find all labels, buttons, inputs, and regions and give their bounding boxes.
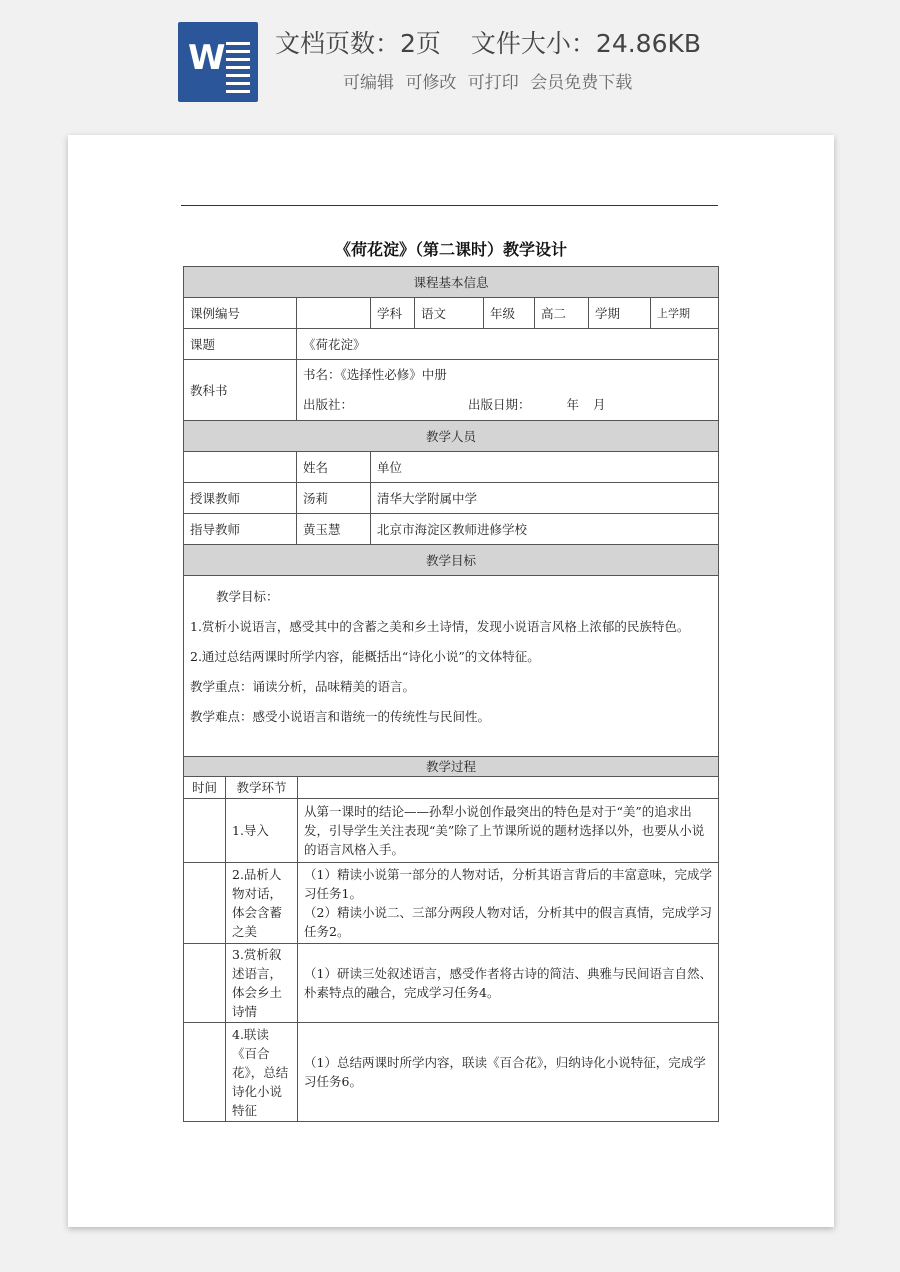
section-staff: 教学人员: [184, 421, 719, 452]
textbook-info: [297, 360, 719, 421]
file-info: [275, 24, 701, 60]
staff-unit: 北京市海淀区教师进修学校: [371, 514, 719, 545]
feature-list: 可编辑 可修改 可打印 会员免费下载: [343, 73, 633, 93]
document-page: [68, 135, 834, 1227]
col-step-header: 教学环节: [226, 777, 298, 799]
staff-role: 指导教师: [184, 514, 297, 545]
word-logo-letter: W: [188, 38, 226, 78]
time-cell: [184, 944, 226, 1023]
topic-value: 《荷花淀》: [297, 329, 719, 360]
step-label: 3.赏析叙述语言，体会乡土诗情: [226, 944, 298, 1023]
section-goals: 教学目标: [184, 545, 719, 576]
download-banner: [0, 0, 900, 120]
staff-name: 汤莉: [297, 483, 371, 514]
course-id-value: [297, 298, 371, 329]
step-content-line: （2）精读小说二、三部分两段人物对话，分析其中的假言真情，完成学习任务2。: [304, 905, 712, 939]
pub-year: 年: [566, 397, 580, 412]
section-basic-info: 课程基本信息: [184, 267, 719, 298]
pub-month: 月: [593, 397, 606, 412]
file-size: 文件大小：24.86KB: [470, 29, 702, 58]
staff-name: 黄玉慧: [297, 514, 371, 545]
subject-value: 语文: [415, 298, 484, 329]
col-content-header: [298, 777, 719, 799]
document-title: 《荷花淀》（第二课时）教学设计: [334, 240, 567, 259]
grade-value: 高二: [535, 298, 589, 329]
step-content: [298, 863, 719, 944]
subject-label: 学科: [371, 298, 415, 329]
key-point: 教学重点：诵读分析，品味精美的语言。: [190, 679, 416, 694]
step-content: 从第一课时的结论——孙犁小说创作最突出的特色是对于“美”的追求出发，引导学生关注表现“美”除了上节课所说的题材选择以外，也要从小说的语言风格入手。: [298, 799, 719, 863]
word-document-icon: [178, 22, 258, 102]
publisher-label: 出版社：: [303, 397, 354, 412]
goal-item: 1.赏析小说语言，感受其中的含蓄之美和乡土诗情，发现小说语言风格上浓郁的民族特色。: [190, 619, 690, 634]
step-content: （1）总结两课时所学内容，联读《百合花》，归纳诗化小说特征，完成学习任务6。: [298, 1023, 719, 1122]
pub-date-label: 出版日期：: [468, 397, 531, 412]
section-process: 教学过程: [184, 757, 719, 777]
step-label: 1.导入: [226, 799, 298, 863]
course-id-label: 课例编号: [184, 298, 297, 329]
page-count: 文档页数：2页: [275, 29, 441, 58]
term-label: 学期: [589, 298, 651, 329]
step-content: （1）研读三处叙述语言，感受作者将古诗的简洁、典雅与民间语言自然、朴素特点的融合，完成学习任务4。: [298, 944, 719, 1023]
header-rule: [181, 205, 718, 206]
publisher-line: [303, 390, 712, 420]
goals-block: [184, 576, 719, 757]
step-content-line: （1）精读小说第一部分的人物对话，分析其语言背后的丰富意味，完成学习任务1。: [304, 867, 712, 901]
staff-corner-cell: [184, 452, 297, 483]
goal-item: 2.通过总结两课时所学内容，能概括出“诗化小说”的文体特征。: [190, 649, 540, 664]
col-time-header: 时间: [184, 777, 226, 799]
course-info-table: [183, 266, 719, 757]
staff-name-header: 姓名: [297, 452, 371, 483]
textbook-name: 书名：《选择性必修》中册: [303, 367, 447, 382]
topic-label: 课题: [184, 329, 297, 360]
process-table: [183, 756, 719, 1122]
document-lines-icon: [226, 42, 250, 98]
staff-unit-header: 单位: [371, 452, 719, 483]
step-label: 4.联读《百合花》，总结诗化小说特征: [226, 1023, 298, 1122]
step-label: 2.品析人物对话，体会含蓄之美: [226, 863, 298, 944]
term-value: 上学期: [651, 298, 719, 329]
time-cell: [184, 799, 226, 863]
staff-role: 授课教师: [184, 483, 297, 514]
staff-unit: 清华大学附属中学: [371, 483, 719, 514]
difficulty: 教学难点：感受小说语言和谐统一的传统性与民间性。: [190, 709, 491, 724]
grade-label: 年级: [484, 298, 535, 329]
time-cell: [184, 863, 226, 944]
time-cell: [184, 1023, 226, 1122]
goals-intro: 教学目标：: [216, 589, 279, 604]
textbook-label: 教科书: [184, 360, 297, 421]
